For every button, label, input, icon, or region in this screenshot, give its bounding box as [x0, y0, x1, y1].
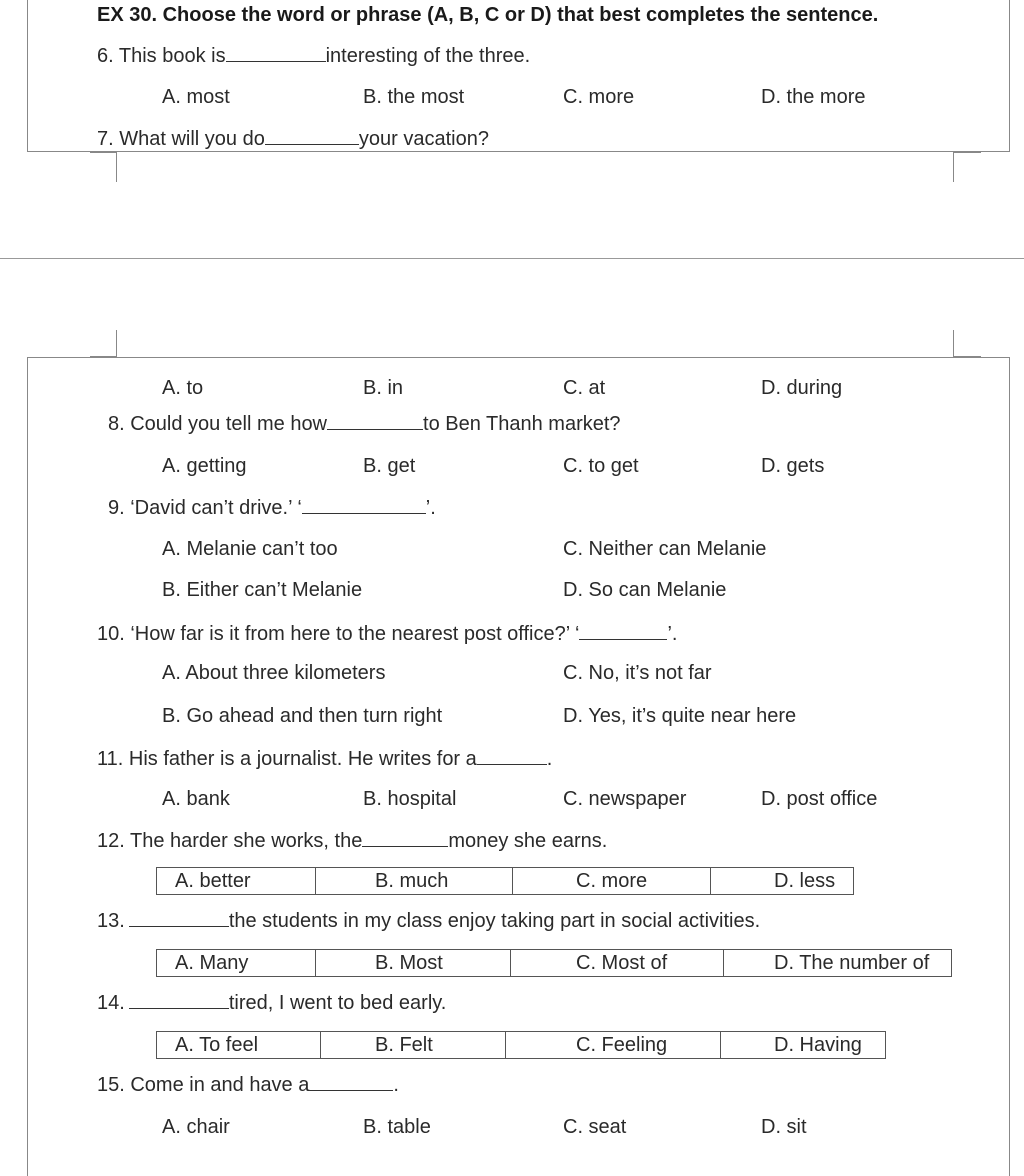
question-7-option-c[interactable]: C. at: [563, 377, 606, 399]
question-12-options-table: [156, 867, 854, 895]
question-9-option-a[interactable]: A. Melanie can’t too: [162, 538, 338, 560]
question-14-text-after: tired, I went to bed early.: [228, 992, 447, 1014]
question-15-option-b[interactable]: B. table: [363, 1116, 431, 1138]
question-11-text-before: 11. His father is a journalist. He writes for a: [97, 748, 477, 770]
page2-border-left: [27, 357, 28, 1176]
question-15: [97, 1072, 399, 1097]
question-13-option-b[interactable]: B. Most: [375, 952, 443, 974]
answer-blank[interactable]: [362, 828, 448, 847]
question-11-option-c[interactable]: C. newspaper: [563, 788, 687, 810]
question-11-option-d[interactable]: D. post office: [761, 788, 878, 810]
question-6-option-a[interactable]: A. most: [162, 86, 230, 108]
question-12: [97, 828, 607, 853]
question-9: [108, 495, 436, 520]
page-break-line: [0, 258, 1024, 259]
corner-mark-left-top: [116, 152, 117, 182]
question-8-option-a[interactable]: A. getting: [162, 455, 247, 477]
question-6-option-b[interactable]: B. the most: [363, 86, 465, 108]
corner-mark-left-top-h: [90, 152, 116, 153]
question-12-option-a[interactable]: A. better: [175, 870, 251, 892]
question-14-option-c[interactable]: C. Feeling: [576, 1034, 668, 1056]
question-7-option-d[interactable]: D. during: [761, 377, 843, 399]
table-divider: [720, 1032, 721, 1058]
question-8: [108, 411, 621, 436]
table-divider: [315, 950, 316, 976]
question-10-text-before: 10. ‘How far is it from here to the nearest post office?’ ‘: [97, 623, 580, 645]
table-divider: [723, 950, 724, 976]
question-12-option-c[interactable]: C. more: [576, 870, 648, 892]
table-divider: [315, 868, 316, 894]
corner-mark-right-top: [953, 152, 954, 182]
question-10-option-c[interactable]: C. No, it’s not far: [563, 662, 712, 684]
question-13-option-a[interactable]: A. Many: [175, 952, 249, 974]
question-15-option-d[interactable]: D. sit: [761, 1116, 807, 1138]
question-7-text-after: your vacation?: [358, 128, 489, 150]
question-6-option-c[interactable]: C. more: [563, 86, 635, 108]
exercise-title: EX 30. Choose the word or phrase (A, B, C or D) that best completes the sentence.: [97, 4, 879, 26]
question-10-option-a[interactable]: A. About three kilometers: [162, 662, 386, 684]
question-14: [97, 990, 446, 1015]
question-9-text-after: ’.: [425, 497, 436, 519]
question-6: [97, 43, 530, 68]
answer-blank[interactable]: [579, 621, 667, 640]
corner-mark-right-bottom: [953, 330, 954, 357]
question-15-text-before: 15. Come in and have a: [97, 1074, 310, 1096]
question-7-option-b[interactable]: B. in: [363, 377, 404, 399]
page-border-right: [1009, 0, 1010, 152]
page2-border-right: [1009, 357, 1010, 1176]
question-8-text-after: to Ben Thanh market?: [423, 413, 621, 435]
table-divider: [710, 868, 711, 894]
question-14-option-b[interactable]: B. Felt: [375, 1034, 433, 1056]
question-8-option-b[interactable]: B. get: [363, 455, 416, 477]
question-14-options-table: [156, 1031, 886, 1059]
question-13-option-c[interactable]: C. Most of: [576, 952, 668, 974]
question-12-option-b[interactable]: B. much: [375, 870, 449, 892]
question-8-text-before: 8. Could you tell me how: [108, 413, 328, 435]
answer-blank[interactable]: [226, 43, 326, 62]
question-12-text-after: money she earns.: [448, 830, 608, 852]
question-11: [97, 746, 552, 771]
table-divider: [320, 1032, 321, 1058]
question-6-text-after: interesting of the three.: [325, 45, 531, 67]
question-7: [97, 126, 489, 151]
question-11-option-a[interactable]: A. bank: [162, 788, 230, 810]
question-15-text-after: .: [393, 1074, 399, 1096]
question-10: [97, 621, 677, 646]
question-9-option-b[interactable]: B. Either can’t Melanie: [162, 579, 363, 601]
answer-blank[interactable]: [129, 990, 229, 1009]
question-13-text-after: the students in my class enjoy taking part in social activities.: [228, 910, 761, 932]
question-13-option-d[interactable]: D. The number of: [774, 952, 930, 974]
question-14-option-d[interactable]: D. Having: [774, 1034, 862, 1056]
question-11-text-after: .: [546, 748, 553, 770]
page-border-bottom: [27, 151, 1010, 152]
answer-blank[interactable]: [302, 495, 426, 514]
question-14-option-a[interactable]: A. To feel: [175, 1034, 259, 1056]
question-13: [97, 908, 760, 933]
question-6-option-d[interactable]: D. the more: [761, 86, 866, 108]
table-divider: [505, 1032, 506, 1058]
page2-border-top: [27, 357, 1010, 358]
question-15-option-c[interactable]: C. seat: [563, 1116, 627, 1138]
question-12-option-d[interactable]: D. less: [774, 870, 836, 892]
question-8-option-c[interactable]: C. to get: [563, 455, 639, 477]
question-10-option-b[interactable]: B. Go ahead and then turn right: [162, 705, 443, 727]
question-13-options-table: [156, 949, 952, 977]
question-9-option-c[interactable]: C. Neither can Melanie: [563, 538, 767, 560]
table-divider: [510, 950, 511, 976]
answer-blank[interactable]: [129, 908, 229, 927]
corner-mark-right-top-h: [953, 152, 981, 153]
answer-blank[interactable]: [309, 1072, 393, 1091]
question-10-option-d[interactable]: D. Yes, it’s quite near here: [563, 705, 797, 727]
question-12-text-before: 12. The harder she works, the: [97, 830, 363, 852]
table-divider: [512, 868, 513, 894]
question-7-option-a[interactable]: A. to: [162, 377, 204, 399]
question-8-option-d[interactable]: D. gets: [761, 455, 825, 477]
answer-blank[interactable]: [477, 746, 547, 765]
answer-blank[interactable]: [265, 126, 359, 145]
question-6-text-before: 6. This book is: [97, 45, 226, 67]
question-9-text-before: 9. ‘David can’t drive.’ ‘: [108, 497, 302, 519]
corner-mark-left-bottom: [116, 330, 117, 357]
question-15-option-a[interactable]: A. chair: [162, 1116, 230, 1138]
question-13-text-before: 13.: [97, 910, 125, 932]
question-14-text-before: 14.: [97, 992, 125, 1014]
question-7-text-before: 7. What will you do: [97, 128, 265, 150]
question-11-option-b[interactable]: B. hospital: [363, 788, 457, 810]
question-10-text-after: ’.: [667, 623, 678, 645]
answer-blank[interactable]: [327, 411, 423, 430]
page-border-left: [27, 0, 28, 152]
question-9-option-d[interactable]: D. So can Melanie: [563, 579, 727, 601]
